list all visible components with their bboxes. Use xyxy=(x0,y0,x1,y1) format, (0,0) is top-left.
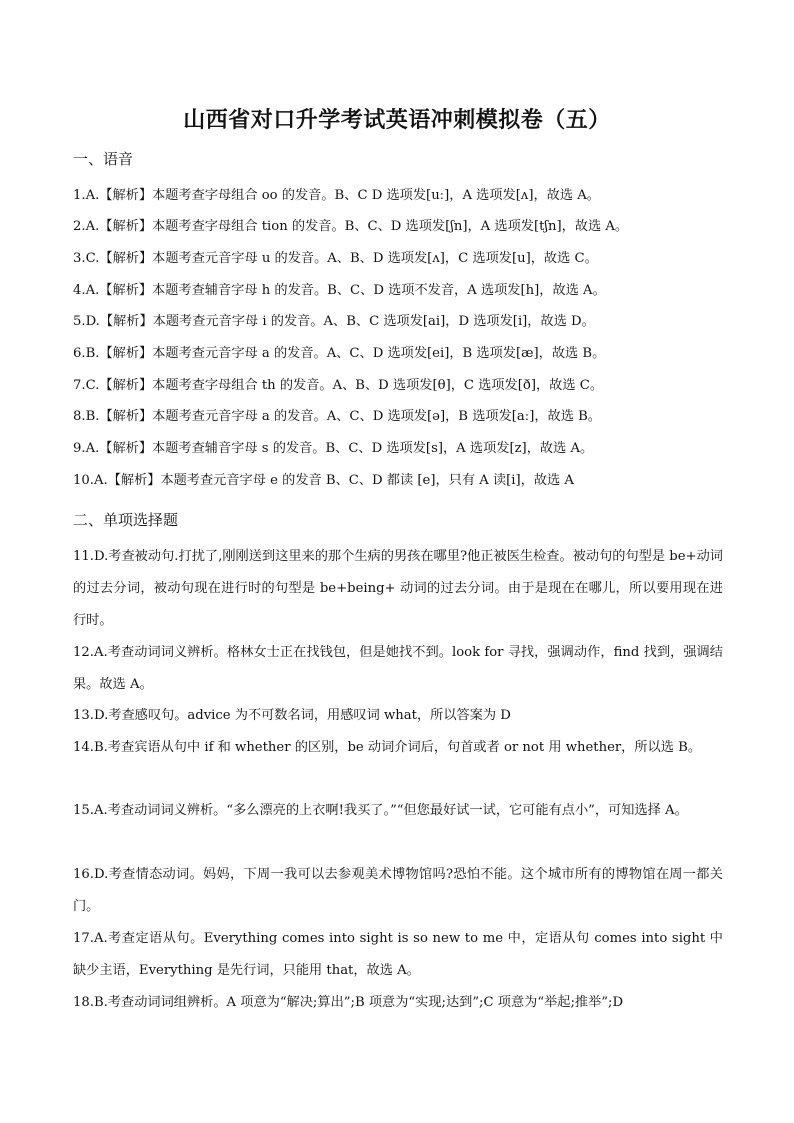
answer-line: 9.A.【解析】本题考查辅音字母 s 的发音。B、C、D 选项发[s]，A 选项发[z]，故选 A。 xyxy=(73,441,594,456)
answer-line: 3.C.【解析】本题考查元音字母 u 的发音。A、B、D 选项发[ʌ]，C 选项发[u]，故选 C。 xyxy=(73,251,598,266)
answer-paragraph: 12.A.考查动词词义辨析。格林女士正在找钱包，但是她找不到。look for 寻找，强调动作，find 找到，强调结果。故选 A。 xyxy=(73,645,723,692)
answer-line: 8.B.【解析】本题考查元音字母 a 的发音。A、C、D 选项发[ə]，B 选项发[aː]，故选 B。 xyxy=(73,409,601,424)
page-title: 山西省对口升学考试英语冲刺模拟卷（五） xyxy=(183,107,611,133)
section-heading-phonetics: 一、语音 xyxy=(73,150,134,168)
answer-paragraph: 17.A.考查定语从句。Everything comes into sight is so new to me 中，定语从句 comes into sight 中缺少主语，Everything 是先行词，只能用 that，故选 A。 xyxy=(73,931,723,978)
answer-line: 7.C.【解析】本题考查字母组合 th 的发音。A、B、D 选项发[θ]，C 选项发[ð]，故选 C。 xyxy=(73,378,604,393)
answer-paragraph: 14.B.考查宾语从句中 if 和 whether 的区别，be 动词介词后，句首或者 or not 用 whether，所以选 B。 xyxy=(73,740,702,755)
answer-line: 1.A.【解析】本题考查字母组合 oo 的发音。B、C D 选项发[uː]，A 选项发[ʌ]，故选 A。 xyxy=(73,188,600,203)
answer-line: 4.A.【解析】本题考查辅音字母 h 的发音。B、C、D 选项不发音，A 选项发[h]，故选 A。 xyxy=(73,283,606,298)
answer-line: 6.B.【解析】本题考查元音字母 a 的发音。A、C、D 选项发[ei]，B 选项发[æ]，故选 B。 xyxy=(73,346,606,361)
section-heading-choices: 二、单项选择题 xyxy=(73,511,179,529)
answer-paragraph: 13.D.考查感叹句。advice 为不可数名词，用感叹词 what，所以答案为 D xyxy=(73,708,511,723)
answer-paragraph: 16.D.考查情态动词。妈妈，下周一我可以去参观美术博物馆吗?恐怕不能。这个城市所有的博物馆在周一都关门。 xyxy=(73,867,723,914)
answer-paragraph: 18.B.考查动词词组辨析。A 项意为“解决;算出”;B 项意为“实现;达到”;C 项意为“举起;推举”;D xyxy=(73,995,624,1010)
answer-line: 2.A.【解析】本题考查字母组合 tion 的发音。B、C、D 选项发[ʃn]，A 选项发[tʃn]，故选 A。 xyxy=(73,219,629,234)
answer-line: 5.D.【解析】本题考查元音字母 i 的发音。A、B、C 选项发[ai]，D 选项发[i]，故选 D。 xyxy=(73,314,595,329)
answer-paragraph: 15.A.考查动词词义辨析。“多么漂亮的上衣啊!我买了。”“但您最好试一试，它可能有点小”，可知选择 A。 xyxy=(73,803,688,818)
answer-paragraph: 11.D.考查被动句.打扰了,刚刚送到这里来的那个生病的男孩在哪里?他正被医生检查。被动句的句型是 be+动词的过去分词，被动句现在进行时的句型是 be+being+ 动词的过去分词。由于是现在在哪儿，所以要用现在进行时。 xyxy=(73,549,723,628)
answer-line: 10.A.【解析】本题考查元音字母 e 的发音 B、C、D 都读 [e]，只有 A 读[i]，故选 A xyxy=(73,473,574,488)
